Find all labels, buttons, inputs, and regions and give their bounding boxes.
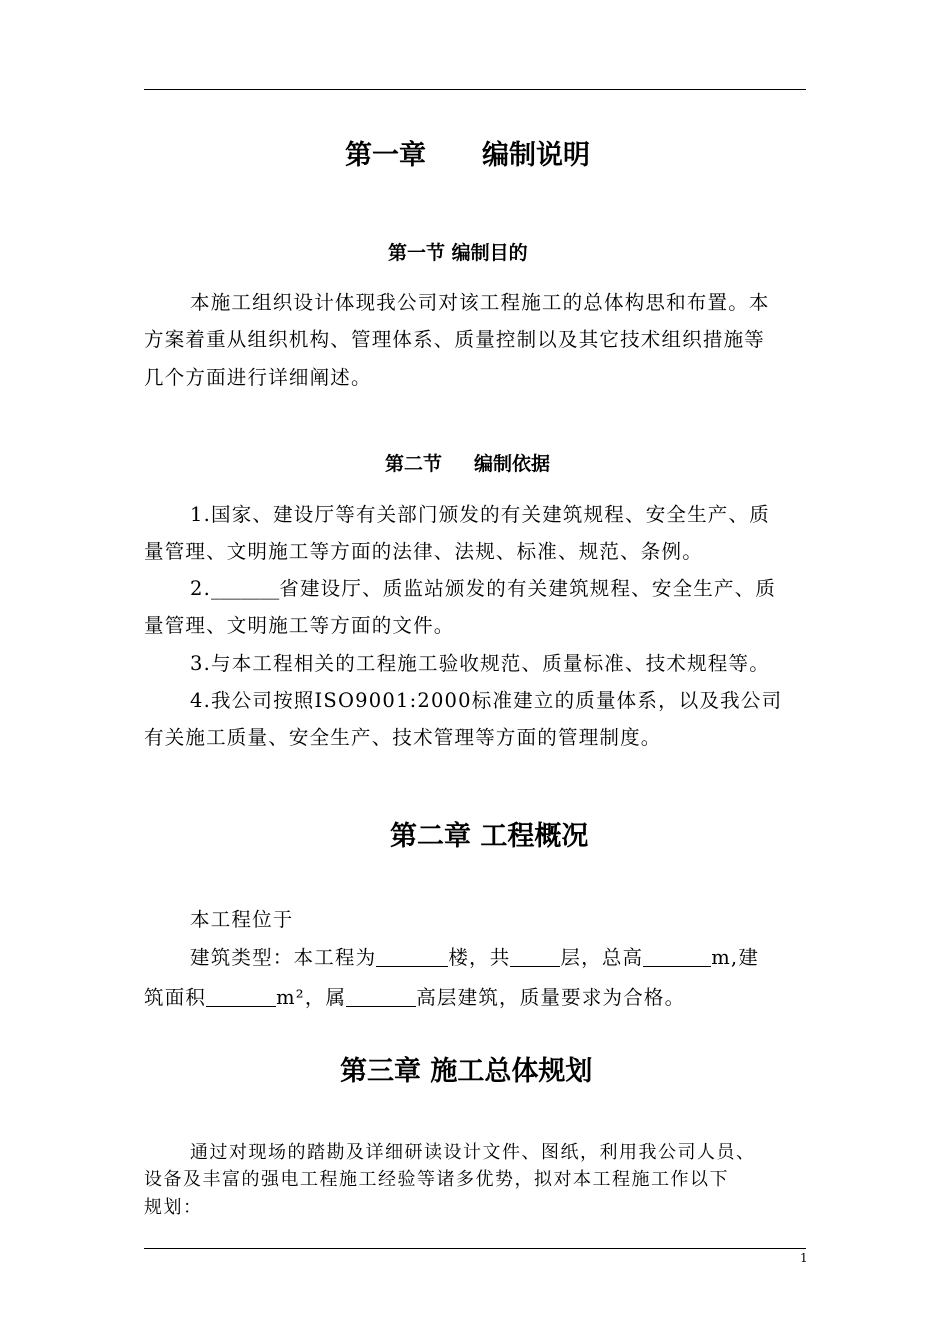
basis-item-4-line-1: 4.我公司按照ISO9001:2000标准建立的质量体系，以及我公司 <box>190 689 783 712</box>
area-blank <box>206 986 276 1007</box>
planning-line-2: 设备及丰富的强电工程施工经验等诸多优势，拟对本工程施工作以下 <box>144 1169 729 1190</box>
footer-rule <box>144 1248 806 1249</box>
section2-subtitle: 编制依据 <box>474 453 551 475</box>
basis-item-3: 3.与本工程相关的工程施工验收规范、质量标准、技术规程等。 <box>190 652 770 675</box>
floors-type-blank <box>376 946 448 967</box>
chapter1-number: 第一章 <box>345 140 426 171</box>
category-blank <box>346 986 416 1007</box>
section1-line-2: 方案着重从组织机构、管理体系、质量控制以及其它技术组织措施等 <box>144 328 766 351</box>
basis-item-1-line-1: 1.国家、建设厅等有关部门颁发的有关建筑规程、安全生产、质 <box>190 503 770 526</box>
building-type-line <box>190 942 759 970</box>
planning-line-3: 规划： <box>144 1197 203 1218</box>
area-label: 筑面积 <box>144 986 207 1009</box>
layer-word: 层，总高 <box>560 946 644 969</box>
basis-item-2-line-1 <box>190 573 776 601</box>
basis-item-2-prefix: 2. <box>190 577 212 600</box>
section1-title: 第一节 编制目的 <box>388 242 528 264</box>
area-unit: m²，属 <box>276 986 347 1009</box>
section2-number: 第二节 <box>385 453 443 475</box>
height-unit: m,建 <box>711 946 760 969</box>
quality-requirement: 高层建筑，质量要求为合格。 <box>416 986 686 1009</box>
chapter1-subtitle: 编制说明 <box>482 140 590 171</box>
basis-item-4-line-2: 有关施工质量、安全生产、技术管理等方面的管理制度。 <box>144 726 662 749</box>
planning-line-1: 通过对现场的踏勘及详细研读设计文件、图纸，利用我公司人员、 <box>190 1142 756 1163</box>
section1-line-3: 几个方面进行详细阐述。 <box>144 366 372 389</box>
section1-line-1: 本施工组织设计体现我公司对该工程施工的总体构思和布置。本 <box>190 291 770 314</box>
floor-count-blank <box>510 946 560 967</box>
section2-title <box>385 449 550 476</box>
building-area-line <box>144 982 685 1010</box>
header-rule <box>144 89 806 90</box>
chapter3-title: 第三章 施工总体规划 <box>340 1056 593 1087</box>
basis-item-2-line-2: 量管理、文明施工等方面的文件。 <box>144 614 455 637</box>
chapter2-title: 第二章 工程概况 <box>390 821 589 852</box>
total-height-blank <box>643 946 711 967</box>
basis-item-2-blank: _______ <box>211 577 280 600</box>
page-number: 1 <box>800 1251 808 1265</box>
basis-item-1-line-2: 量管理、文明施工等方面的法律、法规、标准、规范、条例。 <box>144 540 703 563</box>
building-type-label: 建筑类型：本工程为 <box>190 946 377 969</box>
project-location: 本工程位于 <box>190 908 294 931</box>
floor-word: 楼，共 <box>448 946 511 969</box>
chapter1-title <box>345 133 590 172</box>
basis-item-2-text: 省建设厅、质监站颁发的有关建筑规程、安全生产、质 <box>279 577 777 600</box>
